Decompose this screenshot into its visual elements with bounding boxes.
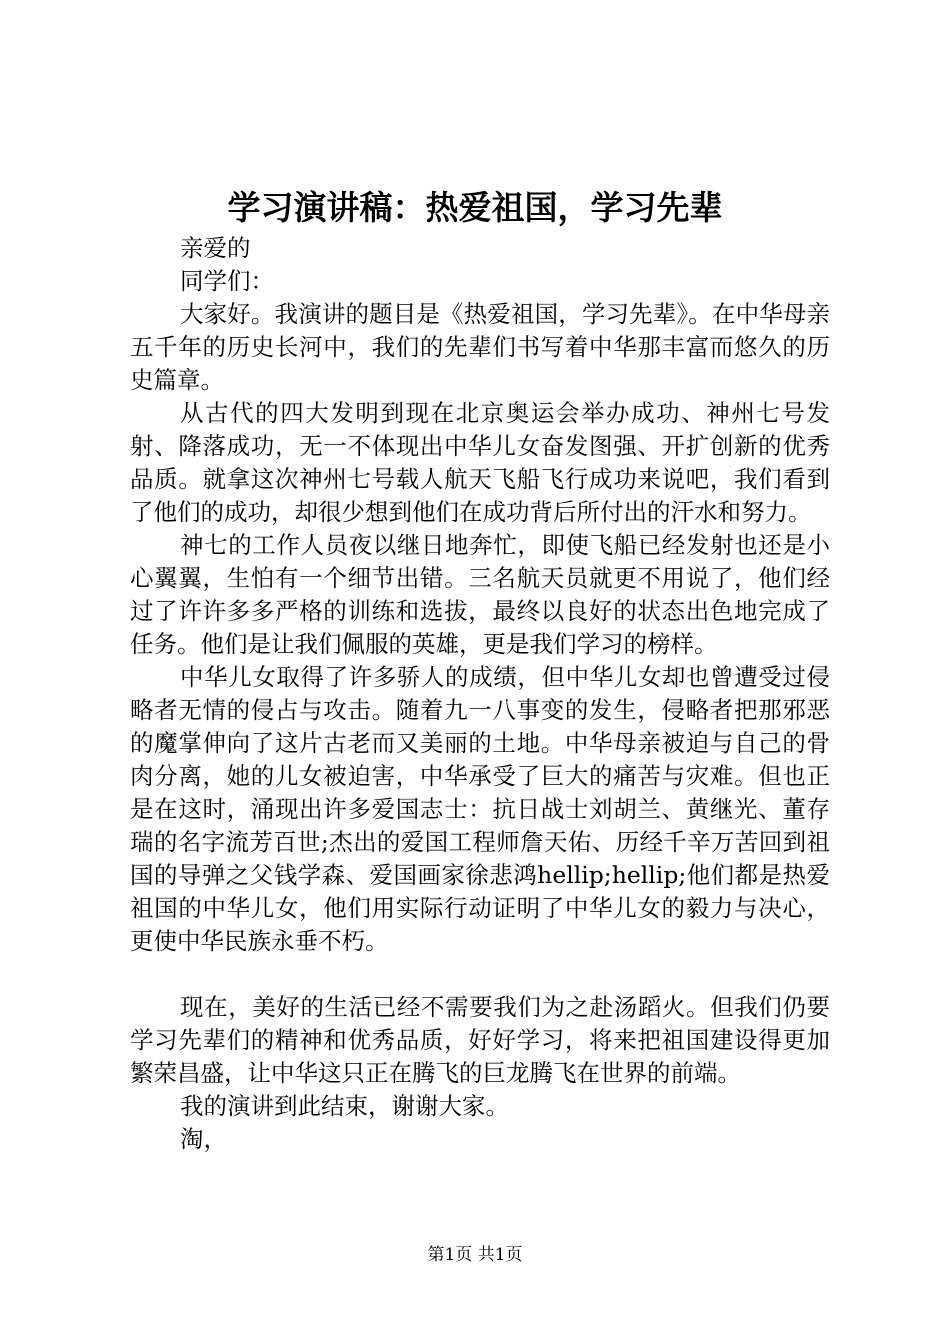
document-body (130, 232, 830, 1156)
paragraph-shenzhou: 神七的工作人员夜以继日地奔忙，即使飞船已经发射也还是小心翼翼，生怕有一个细节出错。三名航天员就更不用说了，他们经过了许许多多严格的训练和选拔，最终以良好的状态出色地完成了任务。他们是让我们佩服的英雄，更是我们学习的榜样。 (130, 531, 830, 658)
paragraph-closing: 我的演讲到此结束，谢谢大家。 (180, 1092, 509, 1120)
paragraph-trailing: 淘， (180, 1125, 227, 1153)
paragraph-history: 中华儿女取得了许多骄人的成绩，但中华儿女却也曾遭受过侵略者无情的侵占与攻击。随着九一八事变的发生，侵略者把那邪恶的魔掌伸向了这片古老而又美丽的土地。中华母亲被迫与自己的骨肉分离，她的儿女被迫害，中华承受了巨大的痛苦与灾难。但也正是在这时，涌现出许多爱国志士：抗日战士刘胡兰、黄继光、董存瑞的名字流芳百世;杰出的爱国工程师詹天佑、历经千辛万苦回到祖国的导弹之父钱学森、爱国画家徐悲鸿hellip;hellip;他们都是热爱祖国的中华儿女，他们用实际行动证明了中华儿女的毅力与决心，更使中华民族永垂不朽。 (130, 663, 830, 955)
salutation-line-2: 同学们： (180, 267, 274, 295)
document-title: 学习演讲稿：热爱祖国，学习先辈 (227, 188, 723, 227)
paragraph-present: 现在，美好的生活已经不需要我们为之赴汤蹈火。但我们仍要学习先辈们的精神和优秀品质，好好学习，将来把祖国建设得更加繁荣昌盛，让中华这只正在腾飞的巨龙腾飞在世界的前端。 (130, 993, 830, 1087)
salutation-line-1: 亲爱的 (180, 234, 251, 262)
paragraph-achievements: 从古代的四大发明到现在北京奥运会举办成功、神州七号发射、降落成功，无一不体现出中华儿女奋发图强、开扩创新的优秀品质。就拿这次神州七号载人航天飞船飞行成功来说吧，我们看到了他们的成功，却很少想到他们在成功背后所付出的汗水和努力。 (130, 399, 830, 526)
page-footer: 第1页 共1页 (427, 1245, 523, 1265)
paragraph-intro: 大家好。我演讲的题目是《热爱祖国，学习先辈》。在中华母亲五千年的历史长河中，我们的先辈们书写着中华那丰富而悠久的历史篇章。 (130, 300, 830, 394)
